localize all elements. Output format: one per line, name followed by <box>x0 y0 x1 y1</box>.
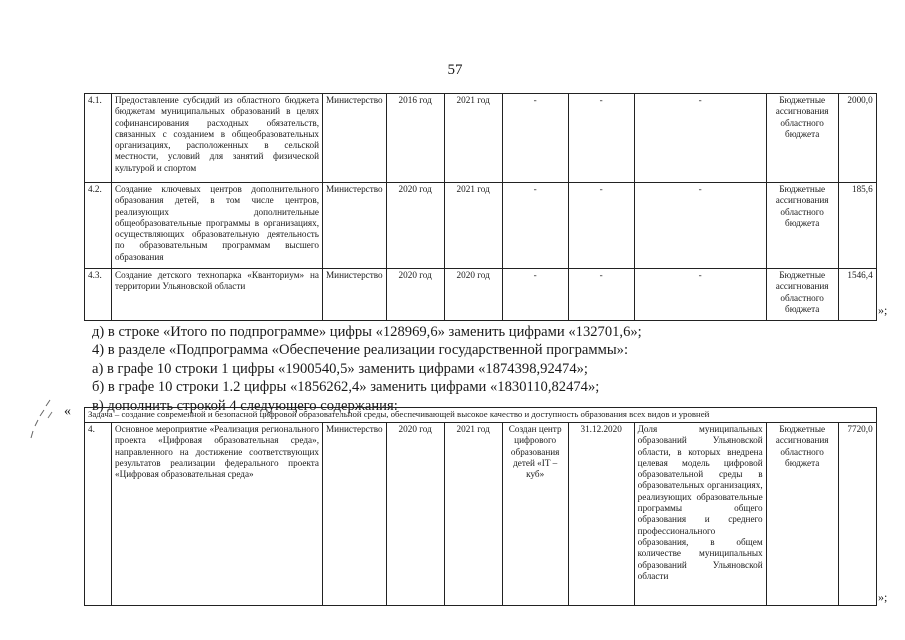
table-row <box>85 183 877 269</box>
executor: Министерство <box>323 183 387 269</box>
funding-amount: 7720,0 <box>838 423 876 606</box>
end-year: 2020 год <box>444 269 502 321</box>
end-year: 2021 год <box>444 94 502 183</box>
amendment-line: д) в строке «Итого по подпрограмме» цифры «128969,6» заменить цифрами «132701,6»; <box>92 324 642 340</box>
amendment-line: 4) в разделе «Подпрограмма «Обеспечение реализации государственной программы»: <box>92 342 629 359</box>
funding-amount: 185,6 <box>838 183 876 269</box>
amendment-line: б) в графе 10 строки 1.2 цифры «1856262,4» заменить цифрами «1830110,82474»; <box>92 379 600 396</box>
result-cell: - <box>502 94 568 183</box>
subprogram-table <box>84 93 877 321</box>
table-row <box>85 423 877 606</box>
event-description: Создание детского технопарка «Кванториум» на территории Ульяновской области <box>112 269 323 321</box>
opening-quote: « <box>64 404 71 419</box>
result-cell: Создан центр цифрового образования детей «IT – куб» <box>502 423 568 606</box>
task-heading: Задача – создание современной и безопасной цифровой образовательной среды, обеспечивающей высокое качество и доступность образования всех видов и уровней <box>85 408 877 423</box>
funding-source: Бюджетные ассигнования областного бюджета <box>766 269 838 321</box>
event-description: Предоставление субсидий из областного бюджета бюджетам муниципальных образований в целях софинансирования расходных обязательств, связанных с созданием в общеобразовательных организациях, расположенных в сельской местности, условий для занятий физической культурой и спортом <box>112 94 323 183</box>
result-cell: - <box>502 269 568 321</box>
date-cell: 31.12.2020 <box>568 423 634 606</box>
closing-quote: »; <box>878 303 888 317</box>
result-cell: - <box>502 183 568 269</box>
indicator-cell: - <box>634 94 766 183</box>
amendment-line: а) в графе 10 строки 1 цифры «1900540,5» заменить цифрами «1874398,92474»; <box>92 360 588 377</box>
executor: Министерство <box>323 269 387 321</box>
row-number: 4.1. <box>85 94 112 183</box>
end-year: 2021 год <box>444 423 502 606</box>
closing-quote: »; <box>878 590 888 604</box>
task-row <box>85 408 877 423</box>
row-number: 4.3. <box>85 269 112 321</box>
row-number: 4.2. <box>85 183 112 269</box>
indicator-cell: Доля муниципальных образований Ульяновской области, в которых внедрена целевая модель цифровой образовательной среды в образовательных организациях, реализующих образовательные программы общего образования и среднего профессионального образования, в общем количестве муниципальных образований Ульяновской области <box>634 423 766 606</box>
funding-amount: 1546,4 <box>838 269 876 321</box>
row-number: 4. <box>85 423 112 606</box>
table-row <box>85 269 877 321</box>
funding-source: Бюджетные ассигнования областного бюджета <box>766 423 838 606</box>
start-year: 2016 год <box>386 94 444 183</box>
start-year: 2020 год <box>386 269 444 321</box>
amendment-line: в) дополнить строкой 4 следующего содержания: <box>92 397 398 414</box>
start-year: 2020 год <box>386 183 444 269</box>
executor: Министерство <box>323 94 387 183</box>
date-cell: - <box>568 183 634 269</box>
indicator-cell: - <box>634 269 766 321</box>
amendments-text <box>92 323 642 415</box>
indicator-cell: - <box>634 183 766 269</box>
table-row <box>85 94 877 183</box>
date-cell: - <box>568 269 634 321</box>
executor: Министерство <box>323 423 387 606</box>
funding-source: Бюджетные ассигнования областного бюджета <box>766 183 838 269</box>
event-description: Создание ключевых центров дополнительного образования детей, в том числе центров, реализующих дополнительные общеобразовательные программы в организациях, осуществляющих образовательную деятельность по образовательным программам высшего образования <box>112 183 323 269</box>
page-number: 57 <box>447 62 463 78</box>
start-year: 2020 год <box>386 423 444 606</box>
funding-amount: 2000,0 <box>838 94 876 183</box>
funding-source: Бюджетные ассигнования областного бюджета <box>766 94 838 183</box>
date-cell: - <box>568 94 634 183</box>
event-description: Основное мероприятие «Реализация регионального проекта «Цифровая образовательная среда», направленного на достижение соответствующих результатов реализации федерального проекта «Цифровая образовательная среда» <box>112 423 323 606</box>
end-year: 2021 год <box>444 183 502 269</box>
added-row-table <box>84 407 877 606</box>
margin-pen-mark <box>30 398 56 440</box>
